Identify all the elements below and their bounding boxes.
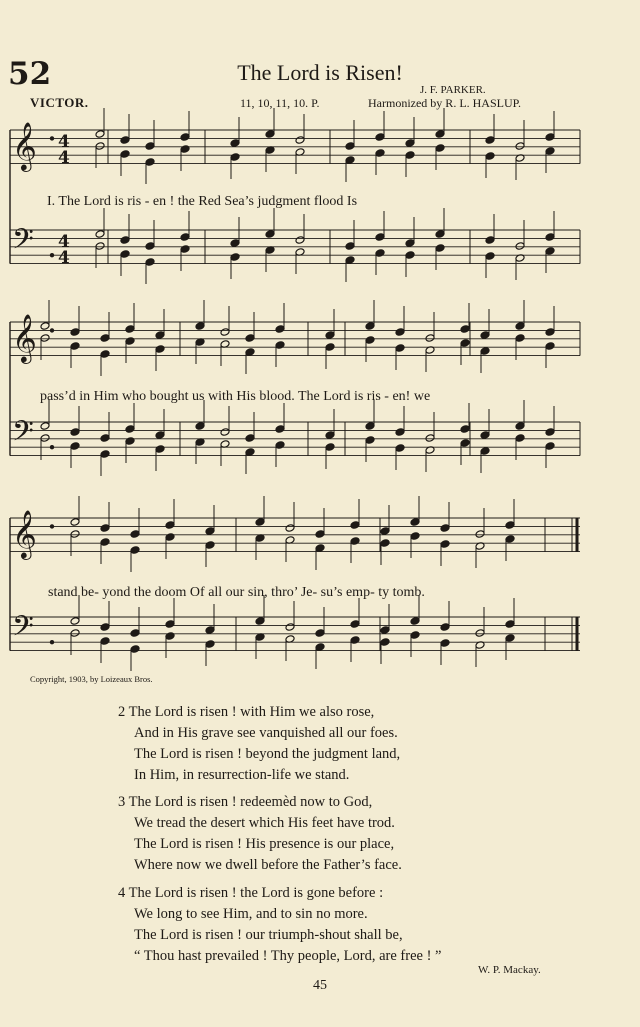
note-head [95,230,105,239]
note-head [220,428,230,437]
note-head [70,428,80,437]
hymn-title: The Lord is Risen! [237,60,403,85]
note-head [120,136,130,145]
note-head [265,130,275,139]
note-head [365,336,375,345]
note-head [460,325,470,334]
note-head [460,339,470,348]
lyric-line-3: stand be- yond the doom Of all our sin, thro’ Je- su’s emp- ty tomb. [48,585,425,600]
treble-clef-icon: 𝄞 [12,313,37,362]
note-head [380,626,390,635]
note-head [145,242,155,251]
lyric-line-1: I. The Lord is ris - en ! the Red Sea’s judgment flood Is [47,194,358,209]
note-head [435,244,445,253]
verse-line: Where now we dwell before the Father’s face. [134,857,402,873]
time-signature: 4 [58,132,70,152]
note-head [345,142,355,151]
note-head [130,645,140,654]
note-head [405,139,415,148]
note-head [545,428,555,437]
note-head [95,142,105,151]
author-credit: J. F. PARKER. [420,84,486,96]
bass-clef-icon: 𝄢 [12,415,34,455]
note-head [125,337,135,346]
verse-number: 2 [118,704,126,720]
verse-2 [118,702,400,786]
note-head [515,422,525,431]
note-head [515,334,525,343]
note-head [410,631,420,640]
flat-key-signature [50,524,54,528]
note-head [440,524,450,533]
note-head [480,447,490,456]
time-signature: 4 [58,248,70,268]
hymn-number: 52 [8,56,52,92]
note-head [125,325,135,334]
note-head [120,250,130,259]
note-head [315,530,325,539]
note-head [40,422,50,431]
note-head [130,546,140,555]
note-head [155,445,165,454]
note-head [315,629,325,638]
verse-line: The Lord is risen ! our triumph-shout shall be, [134,927,403,943]
note-head [275,325,285,334]
note-head [480,347,490,356]
note-head [350,521,360,530]
note-head [435,230,445,239]
note-head [345,242,355,251]
note-head [95,130,105,139]
page-number: 45 [313,978,327,993]
note-head [205,626,215,635]
meter: 11, 10, 11, 10. P. [240,96,320,110]
note-head [275,425,285,434]
note-head [365,422,375,431]
note-head [515,142,525,151]
verse-number: 3 [118,794,126,810]
note-head [410,617,420,626]
note-head [440,623,450,632]
note-head [365,322,375,331]
note-head [230,253,240,262]
note-head [165,620,175,629]
note-head [375,249,385,258]
note-head [545,247,555,256]
note-head [395,428,405,437]
note-head [350,620,360,629]
note-head [195,422,205,431]
note-head [505,634,515,643]
note-head [435,144,445,153]
note-head [395,328,405,337]
note-head [505,535,515,544]
note-head [100,623,110,632]
verse-number: 4 [118,885,126,901]
note-head [70,442,80,451]
note-head [205,527,215,536]
treble-clef-icon: 𝄞 [12,509,37,558]
note-head [435,130,445,139]
note-head [440,639,450,648]
note-head [485,136,495,145]
note-head [95,242,105,251]
note-head [485,252,495,261]
note-head [295,136,305,145]
note-head [100,434,110,443]
note-head [405,239,415,248]
note-head [100,538,110,547]
note-head [325,431,335,440]
note-head [100,637,110,646]
note-head [180,133,190,142]
note-head [195,322,205,331]
note-head [230,239,240,248]
note-head [100,334,110,343]
note-head [145,142,155,151]
note-head [125,425,135,434]
note-head [165,521,175,530]
verse-line: The Lord is risen ! redeemèd now to God, [128,794,373,810]
note-head [395,344,405,353]
note-head [375,133,385,142]
tune-name: VICTOR. [30,95,89,110]
note-head [70,518,80,527]
note-head [230,153,240,162]
flat-key-signature [50,136,54,140]
note-head [375,149,385,158]
note-head [410,518,420,527]
note-head [325,443,335,452]
note-head [475,629,485,638]
note-head [480,431,490,440]
note-head [155,331,165,340]
note-head [395,444,405,453]
note-head [245,348,255,357]
time-signature: 4 [58,232,70,252]
note-head [285,623,295,632]
note-head [460,425,470,434]
note-head [275,441,285,450]
note-head [275,341,285,350]
note-head [100,524,110,533]
note-head [410,532,420,541]
time-signature: 4 [58,148,70,168]
note-head [205,541,215,550]
note-head [245,448,255,457]
note-head [125,437,135,446]
note-head [40,334,50,343]
note-head [295,236,305,245]
verse-line: We long to see Him, and to sin no more. [134,906,368,922]
note-head [545,233,555,242]
note-head [165,533,175,542]
note-head [255,518,265,527]
note-head [460,439,470,448]
treble-clef-icon: 𝄞 [12,121,37,170]
bass-clef-icon: 𝄢 [12,610,34,650]
note-head [350,636,360,645]
note-head [350,537,360,546]
note-head [515,322,525,331]
note-head [440,540,450,549]
note-head [120,236,130,245]
note-head [130,530,140,539]
note-head [405,251,415,260]
note-head [130,629,140,638]
note-head [100,350,110,359]
note-head [100,450,110,459]
note-head [180,233,190,242]
note-head [425,334,435,343]
copyright: Copyright, 1903, by Loizeaux Bros. [30,674,153,684]
verse-line: We tread the desert which His feet have trod. [134,815,395,831]
note-head [220,328,230,337]
verse-3 [118,792,402,876]
note-head [485,152,495,161]
note-head [380,638,390,647]
note-head [70,342,80,351]
note-head [70,617,80,626]
note-head [515,434,525,443]
verse-author-credit: W. P. Mackay. [478,964,541,976]
note-head [545,442,555,451]
flat-key-signature [50,640,54,644]
verse-line: In Him, in resurrection-life we stand. [134,767,350,783]
note-head [480,331,490,340]
note-head [545,342,555,351]
note-head [70,328,80,337]
note-head [40,434,50,443]
verse-line: And in His grave see vanquished all our foes. [134,725,398,741]
note-head [155,345,165,354]
note-head [265,230,275,239]
bass-clef-icon: 𝄢 [12,223,34,263]
verse-line: The Lord is risen ! the Lord is gone before : [128,885,384,901]
note-head [325,343,335,352]
note-head [505,620,515,629]
note-head [345,256,355,265]
note-head [165,632,175,641]
note-head [315,643,325,652]
flat-key-signature [50,328,54,332]
note-head [515,242,525,251]
verse-line: The Lord is risen ! His presence is our place, [134,836,395,852]
verse-line: The Lord is risen ! beyond the judgment land, [134,746,401,762]
note-head [70,530,80,539]
note-head [145,258,155,267]
note-head [120,150,130,159]
note-head [380,539,390,548]
note-head [545,133,555,142]
verse-line: “ Thou hast prevailed ! Thy people, Lord, are free ! ” [134,948,442,964]
note-head [380,527,390,536]
note-head [230,139,240,148]
note-head [545,147,555,156]
note-head [155,431,165,440]
note-head [40,322,50,331]
note-head [245,434,255,443]
note-head [375,233,385,242]
note-head [245,334,255,343]
note-head [145,158,155,167]
note-head [285,524,295,533]
note-head [345,156,355,165]
note-head [405,151,415,160]
note-head [180,145,190,154]
note-head [505,521,515,530]
note-head [180,245,190,254]
note-head [205,640,215,649]
note-head [255,617,265,626]
note-head [425,434,435,443]
note-head [325,331,335,340]
lyric-line-2: pass’d in Him who bought us with His blood. The Lord is ris - en! we [40,389,431,404]
flat-key-signature [50,445,54,449]
note-head [365,436,375,445]
note-head [315,544,325,553]
note-head [475,530,485,539]
flat-key-signature [50,253,54,257]
note-head [70,629,80,638]
harmonizer-credit: Harmonized by R. L. HASLUP. [368,96,521,110]
note-head [545,328,555,337]
verse-line: The Lord is risen ! with Him we also rose, [128,704,375,720]
verse-4 [118,883,441,967]
note-head [485,236,495,245]
